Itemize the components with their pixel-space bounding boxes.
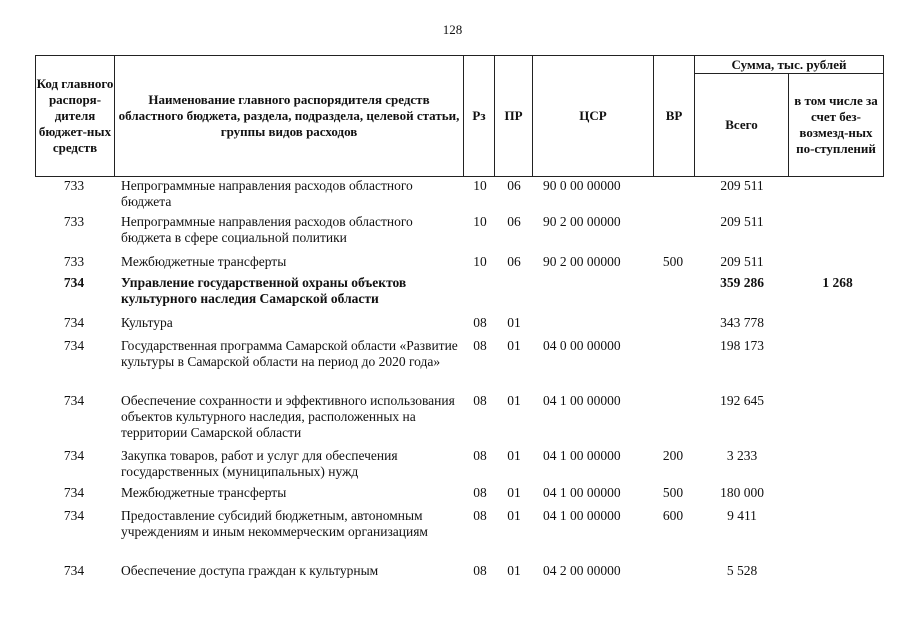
cell-code: 734 [63, 393, 85, 408]
cell-total: 209 511 [720, 178, 764, 193]
header-csr: ЦСР [533, 56, 654, 176]
cell-total: 5 528 [726, 563, 758, 578]
cell-code: 734 [63, 485, 85, 500]
cell-code: 734 [63, 338, 85, 353]
cell-name: Непрограммные направления расходов областного бюджета в сфере социальной политики [121, 214, 413, 245]
cell-csr: 04 1 00 00000 [543, 485, 621, 500]
cell-pr: 01 [507, 448, 521, 463]
cell-total: 209 511 [720, 254, 764, 269]
cell-name: Закупка товаров, работ и услуг для обеспечения государственных (муниципальных) нужд [121, 448, 398, 479]
cell-name: Обеспечение доступа граждан к культурным [121, 563, 379, 578]
cell-pr: 06 [507, 254, 521, 269]
cell-name: Межбюджетные трансферты [121, 485, 287, 500]
cell-pr: 06 [507, 214, 521, 229]
cell-code: 734 [63, 275, 85, 290]
cell-csr: 90 2 00 00000 [543, 214, 621, 229]
cell-name: Межбюджетные трансферты [121, 254, 287, 269]
header-rz: Рз [464, 56, 495, 176]
cell-rz: 08 [473, 485, 487, 500]
cell-vr: 600 [662, 508, 684, 523]
cell-code: 734 [63, 508, 85, 523]
cell-csr: 90 0 00 00000 [543, 178, 621, 193]
cell-code: 733 [63, 254, 85, 269]
cell-total: 3 233 [726, 448, 758, 463]
header-code: Код главного распоря-дителя бюджет-ных средств [36, 56, 115, 176]
header-total: Всего [695, 74, 789, 176]
cell-name: Предоставление субсидий бюджетным, автономным учреждениям и иным некоммерческим организациям [121, 508, 428, 539]
cell-pr: 01 [507, 563, 521, 578]
page-number: 128 [442, 22, 463, 37]
cell-name: Управление государственной охраны объектов культурного наследия Самарской области [121, 275, 407, 306]
cell-total: 192 645 [720, 393, 764, 408]
cell-rz: 10 [473, 254, 487, 269]
cell-total: 180 000 [720, 485, 764, 500]
cell-name: Государственная программа Самарской области «Развитие культуры в Самарской области на период до 2020 года» [121, 338, 458, 369]
cell-csr: 04 2 00 00000 [543, 563, 621, 578]
cell-rz: 08 [473, 563, 487, 578]
cell-total: 343 778 [720, 315, 764, 330]
cell-csr: 04 1 00 00000 [543, 508, 621, 523]
cell-total: 359 286 [720, 275, 764, 290]
header-incl: в том числе за счет без-возмезд-ных по-ступлений [794, 93, 878, 156]
cell-pr: 01 [507, 315, 521, 330]
cell-name: Обеспечение сохранности и эффективного использования объектов культурного наследия, расположенных на территории Самарской области [121, 393, 455, 440]
cell-pr: 01 [507, 508, 521, 523]
cell-rz: 08 [473, 448, 487, 463]
cell-code: 733 [63, 214, 85, 229]
cell-rz: 10 [473, 178, 487, 193]
cell-rz: 08 [473, 508, 487, 523]
cell-total: 209 511 [720, 214, 764, 229]
cell-vr: 500 [662, 485, 684, 500]
cell-code: 734 [63, 563, 85, 578]
cell-vr: 200 [662, 448, 684, 463]
cell-vr: 500 [662, 254, 684, 269]
cell-code: 734 [63, 315, 85, 330]
cell-csr: 04 0 00 00000 [543, 338, 621, 353]
cell-pr: 01 [507, 485, 521, 500]
cell-total: 198 173 [720, 338, 764, 353]
cell-rz: 08 [473, 315, 487, 330]
cell-pr: 01 [507, 338, 521, 353]
header-pr: ПР [495, 56, 533, 176]
cell-pr: 06 [507, 178, 521, 193]
cell-incl: 1 268 [822, 275, 853, 290]
cell-name: Культура [121, 315, 173, 330]
cell-code: 734 [63, 448, 85, 463]
cell-rz: 08 [473, 338, 487, 353]
table-header [35, 55, 884, 177]
header-vr: ВР [654, 56, 695, 176]
cell-code: 733 [63, 178, 85, 193]
header-sum-title: Сумма, тыс. рублей [695, 56, 883, 74]
cell-rz: 08 [473, 393, 487, 408]
header-name: Наименование главного распорядителя средств областного бюджета, раздела, подраздела, целевой статьи, группы видов расходов [115, 56, 464, 176]
cell-pr: 01 [507, 393, 521, 408]
cell-name: Непрограммные направления расходов областного бюджета [121, 178, 413, 209]
cell-csr: 04 1 00 00000 [543, 393, 621, 408]
cell-csr: 04 1 00 00000 [543, 448, 621, 463]
cell-rz: 10 [473, 214, 487, 229]
cell-csr: 90 2 00 00000 [543, 254, 621, 269]
cell-total: 9 411 [727, 508, 757, 523]
